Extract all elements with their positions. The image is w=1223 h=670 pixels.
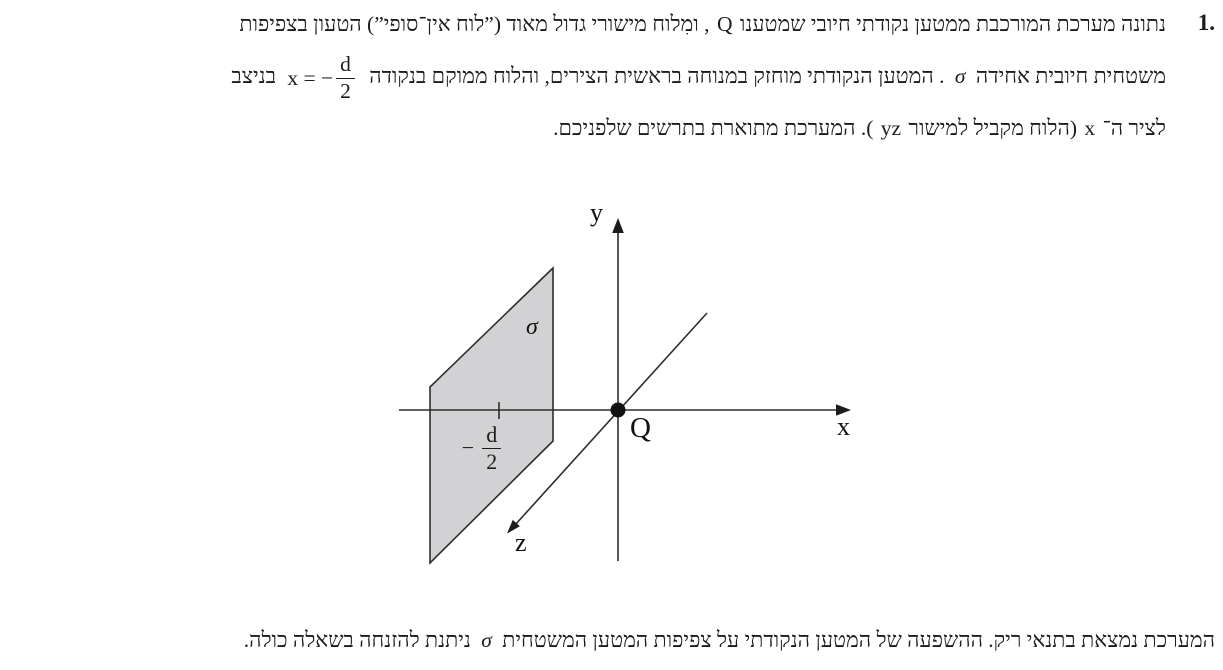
- line1-text-b: , ומִלוח מישורי גדול מאוד (”לוח אין־סופי”) הטעון בצפיפות: [239, 12, 715, 36]
- y-axis-arrow: [612, 218, 624, 233]
- distance-numerator: d: [482, 423, 501, 449]
- y-axis-label: y: [590, 198, 603, 227]
- charge-symbol: Q: [716, 12, 733, 36]
- z-axis-label: z: [515, 528, 527, 557]
- line3-text-a: לציר ה־: [1097, 116, 1166, 141]
- minus-sign: −: [461, 435, 475, 461]
- distance-denominator: 2: [486, 448, 498, 474]
- fraction-denominator: 2: [340, 78, 351, 103]
- x-axis-label: x: [837, 412, 850, 441]
- origin-dot: [611, 403, 626, 418]
- line2-text-a: משטחית חיובית אחידה: [970, 64, 1166, 88]
- line2-text-b: . המטען הנקודתי מוחזק במנוחה בראשית הצירים, והלוח ממוקם בנקודה: [363, 64, 950, 88]
- line3-text-b: (הלוח מקביל למישור: [903, 116, 1083, 141]
- footer-text-b: ניתנת להזנחה בשאלה כולה.: [243, 628, 477, 652]
- footer-text-a: המערכת נמצאת בתנאי ריק. ההשפעה של המטען הנקודתי על צפיפות המטען המשטחית: [496, 628, 1215, 652]
- plate-distance-label: [454, 423, 512, 474]
- charge-label: Q: [630, 412, 651, 444]
- sigma-symbol: σ: [954, 64, 966, 88]
- footer-sigma-symbol: σ: [481, 628, 492, 652]
- formula-lhs: x = −: [287, 66, 334, 91]
- fraction-numerator: d: [336, 53, 355, 78]
- footer-note: [10, 620, 1215, 660]
- line3-text-c: ). המערכת מתוארת בתרשים שלפניכם.: [553, 116, 879, 141]
- x-axis-symbol: x: [1084, 116, 1096, 141]
- yz-plane-symbol: yz: [880, 116, 902, 141]
- line2-text-c: בניצב: [231, 64, 282, 88]
- problem-number: 1.: [1197, 10, 1215, 35]
- line1-text-a: נתונה מערכת המורכבת ממטען נקודתי חיובי שמטענו: [734, 12, 1166, 36]
- charged-plate: [430, 268, 553, 563]
- distance-fraction: [482, 423, 501, 474]
- sigma-label: σ: [526, 314, 538, 340]
